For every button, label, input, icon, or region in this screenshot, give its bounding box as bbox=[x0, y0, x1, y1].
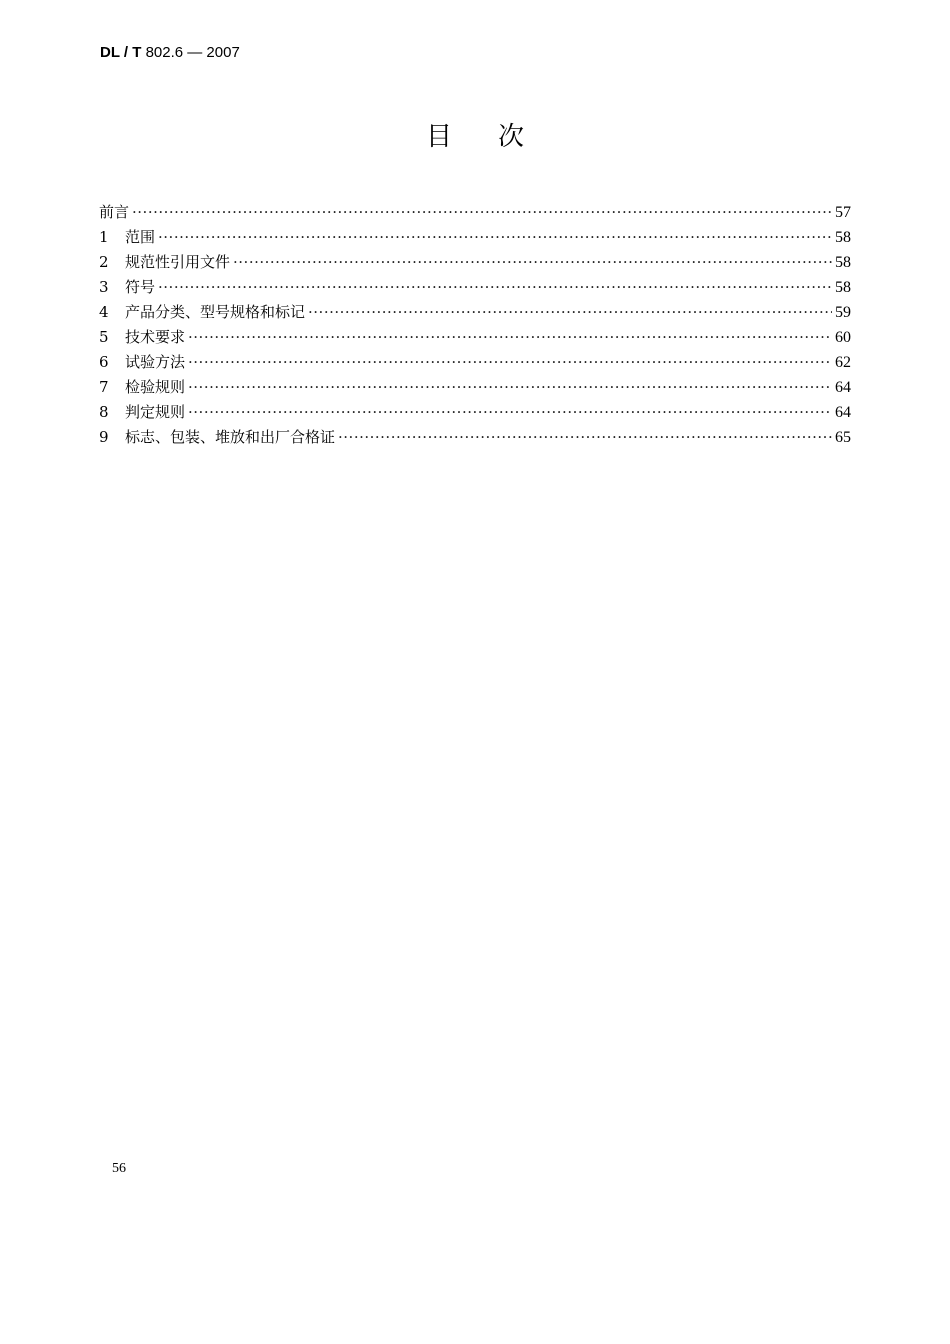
toc-entry-number: 4 bbox=[99, 303, 109, 321]
toc-entry-number: 8 bbox=[99, 403, 109, 421]
toc-entry-number: 9 bbox=[99, 428, 109, 446]
toc-dot-leader bbox=[233, 250, 832, 275]
toc-entry-inspection-rules[interactable] bbox=[99, 375, 851, 400]
toc-entry-page: 64 bbox=[835, 379, 851, 396]
toc-entry-symbols[interactable] bbox=[99, 275, 851, 300]
toc-entry-number: 5 bbox=[99, 328, 109, 346]
toc-entry-page: 57 bbox=[835, 204, 851, 221]
toc-entry-scope[interactable] bbox=[99, 225, 851, 250]
toc-entry-number: 2 bbox=[99, 253, 109, 271]
toc-entry-number: 7 bbox=[99, 378, 109, 396]
toc-entry-label: 产品分类、型号规格和标记 bbox=[125, 303, 306, 321]
toc-dot-leader bbox=[308, 300, 832, 325]
toc-dot-leader bbox=[188, 325, 832, 350]
toc-entry-label: 规范性引用文件 bbox=[125, 253, 231, 271]
toc-entry-normative-references[interactable] bbox=[99, 250, 851, 275]
toc-entry-foreword[interactable] bbox=[99, 200, 851, 225]
standard-code bbox=[100, 44, 240, 62]
toc-dot-leader bbox=[188, 375, 832, 400]
toc-entry-judgment-rules[interactable] bbox=[99, 400, 851, 425]
toc-entry-number: 1 bbox=[99, 228, 109, 246]
toc-entry-page: 59 bbox=[835, 304, 851, 321]
toc-dot-leader bbox=[338, 425, 832, 450]
toc-entry-label: 检验规则 bbox=[125, 378, 186, 396]
toc-entry-classification[interactable] bbox=[99, 300, 851, 325]
toc-entry-test-methods[interactable] bbox=[99, 350, 851, 375]
toc-entry-page: 62 bbox=[835, 354, 851, 371]
toc-dot-leader bbox=[132, 200, 832, 225]
toc-entry-label: 标志、包装、堆放和出厂合格证 bbox=[125, 428, 336, 446]
toc-entry-label: 范围 bbox=[125, 228, 156, 246]
toc-dot-leader bbox=[188, 400, 832, 425]
toc-entry-page: 58 bbox=[835, 279, 851, 296]
toc-entry-label: 技术要求 bbox=[125, 328, 186, 346]
toc-entry-page: 58 bbox=[835, 254, 851, 271]
toc-entry-marking-packaging[interactable] bbox=[99, 425, 851, 450]
standard-code-prefix: DL / T bbox=[100, 44, 142, 61]
toc-entry-label: 符号 bbox=[125, 278, 156, 296]
toc-entry-page: 65 bbox=[835, 429, 851, 446]
toc-dot-leader bbox=[158, 225, 832, 250]
page-number: 56 bbox=[112, 1161, 126, 1176]
toc-dot-leader bbox=[158, 275, 832, 300]
toc-list bbox=[99, 200, 851, 450]
toc-entry-technical-requirements[interactable] bbox=[99, 325, 851, 350]
toc-entry-label: 判定规则 bbox=[125, 403, 186, 421]
toc-entry-number: 6 bbox=[99, 353, 109, 371]
toc-entry-label: 前言 bbox=[99, 203, 130, 221]
toc-title: 目次 bbox=[425, 122, 570, 152]
toc-entry-page: 60 bbox=[835, 329, 851, 346]
toc-entry-label: 试验方法 bbox=[125, 353, 186, 371]
standard-code-number: 802.6 — 2007 bbox=[145, 44, 240, 61]
toc-dot-leader bbox=[188, 350, 832, 375]
toc-entry-number: 3 bbox=[99, 278, 109, 296]
toc-entry-page: 58 bbox=[835, 229, 851, 246]
toc-entry-page: 64 bbox=[835, 404, 851, 421]
